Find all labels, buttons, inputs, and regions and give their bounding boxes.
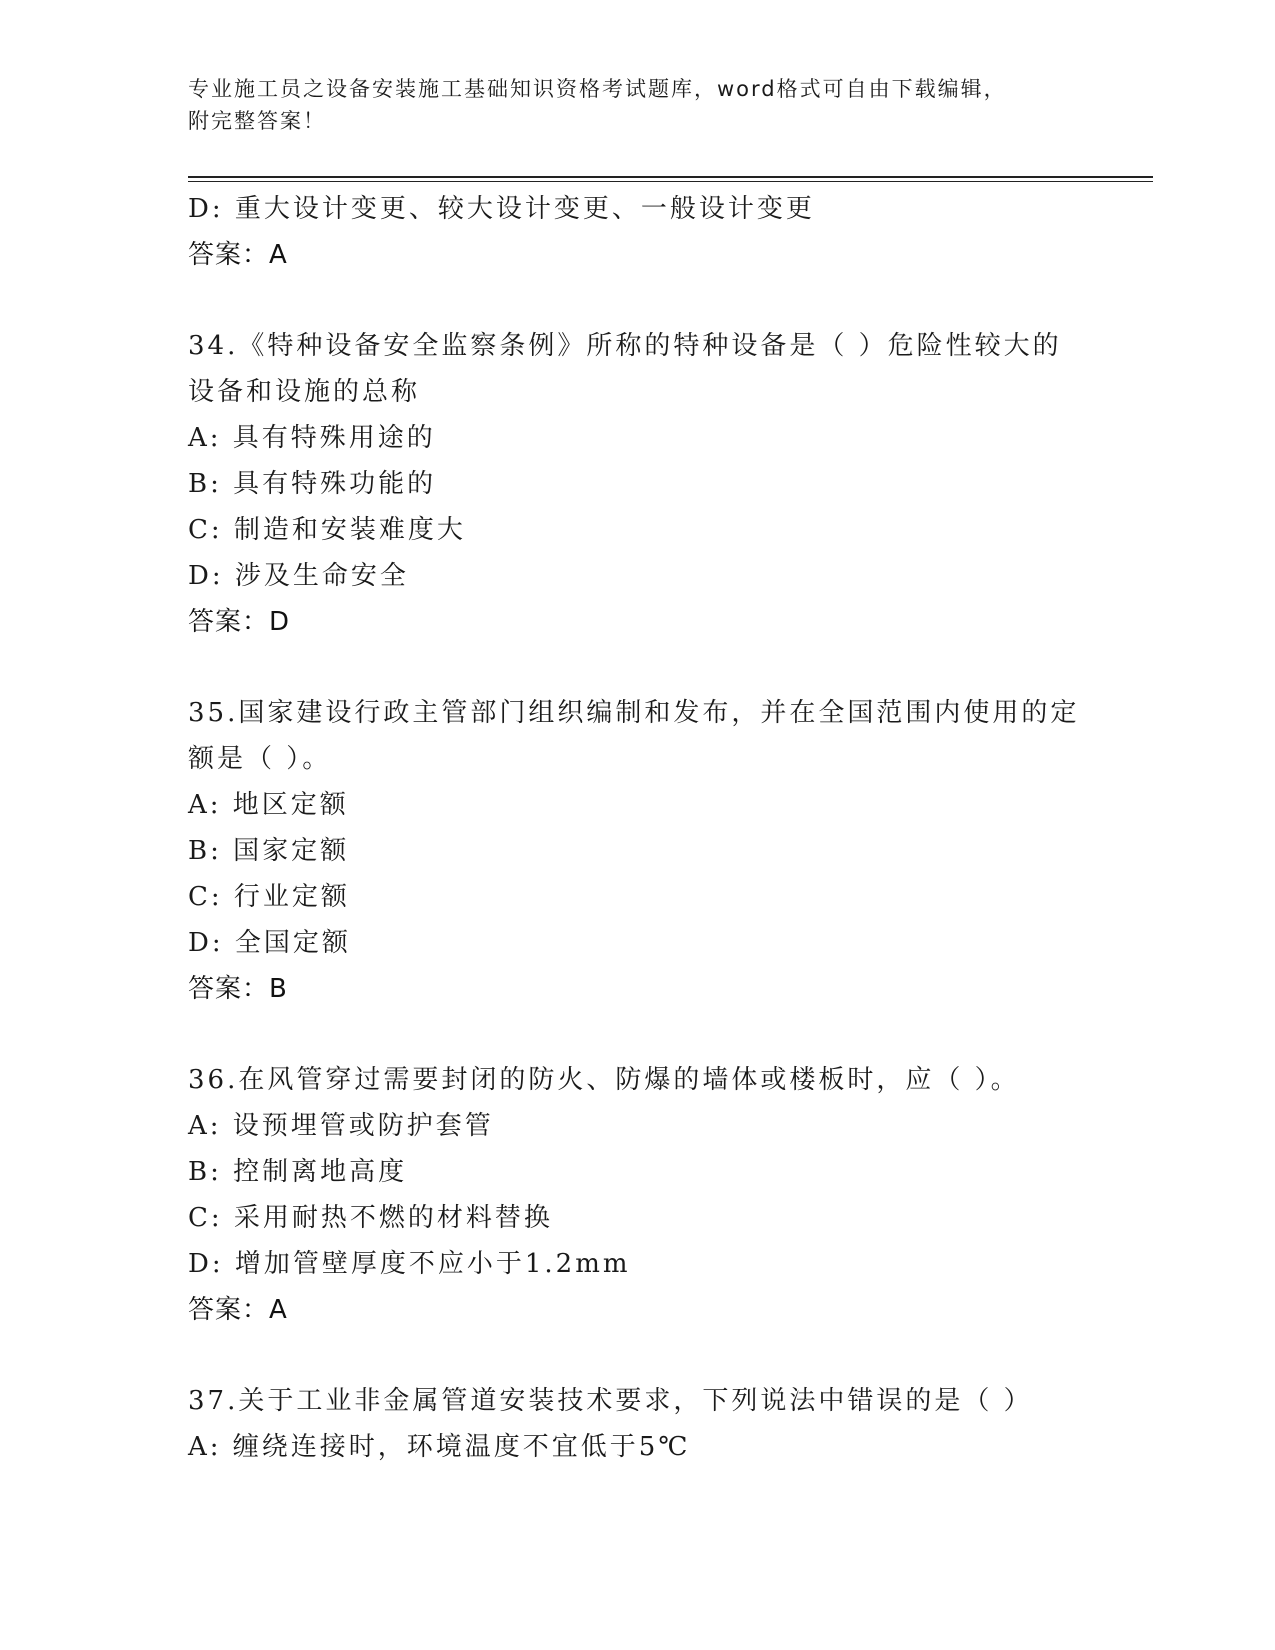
question-36 — [188, 1057, 1088, 1333]
question-37 — [188, 1378, 1088, 1470]
header-divider-thick — [188, 176, 1153, 178]
answer-line: 答案：A — [188, 1295, 288, 1325]
question-stem-continued: 设备和设施的总称 — [188, 377, 421, 407]
header-divider-thin — [188, 181, 1153, 182]
answer-line: 答案：B — [188, 974, 288, 1004]
option-a: A: 设预埋管或防护套管 — [188, 1111, 494, 1141]
question-34 — [188, 323, 1088, 645]
option-d: D: 增加管壁厚度不应小于1.2mm — [188, 1249, 631, 1279]
option-c: C: 制造和安装难度大 — [188, 515, 466, 545]
question-stem: 36.在风管穿过需要封闭的防火、防爆的墙体或楼板时，应（ ）。 — [188, 1065, 1020, 1095]
header-line-1: 专业施工员之设备安装施工基础知识资格考试题库，word格式可自由下载编辑， — [188, 77, 1007, 101]
question-stem: 34.《特种设备安全监察条例》所称的特种设备是（ ）危险性较大的 — [188, 331, 1062, 361]
option-a: A: 缠绕连接时，环境温度不宜低于5℃ — [188, 1432, 691, 1462]
question-stem: 37.关于工业非金属管道安装技术要求，下列说法中错误的是（ ） — [188, 1386, 1033, 1416]
option-a: A: 具有特殊用途的 — [188, 423, 436, 453]
option-d: D: 重大设计变更、较大设计变更、一般设计变更 — [188, 194, 815, 224]
option-c: C: 行业定额 — [188, 882, 350, 912]
option-b: B: 具有特殊功能的 — [188, 469, 437, 499]
option-d: D: 涉及生命安全 — [188, 561, 409, 591]
answer-line: 答案：D — [188, 607, 291, 637]
option-a: A: 地区定额 — [188, 790, 349, 820]
question-content — [188, 186, 1088, 1470]
lead-block — [188, 186, 1088, 278]
option-c: C: 采用耐热不燃的材料替换 — [188, 1203, 553, 1233]
header-line-2: 附完整答案！ — [188, 109, 326, 133]
page-header — [188, 73, 1088, 137]
question-stem: 35.国家建设行政主管部门组织编制和发布，并在全国范围内使用的定 — [188, 698, 1080, 728]
option-d: D: 全国定额 — [188, 928, 351, 958]
question-stem-continued: 额是（ ）。 — [188, 744, 332, 774]
answer-line: 答案：A — [188, 240, 288, 270]
option-b: B: 控制离地高度 — [188, 1157, 408, 1187]
question-35 — [188, 690, 1088, 1012]
option-b: B: 国家定额 — [188, 836, 350, 866]
